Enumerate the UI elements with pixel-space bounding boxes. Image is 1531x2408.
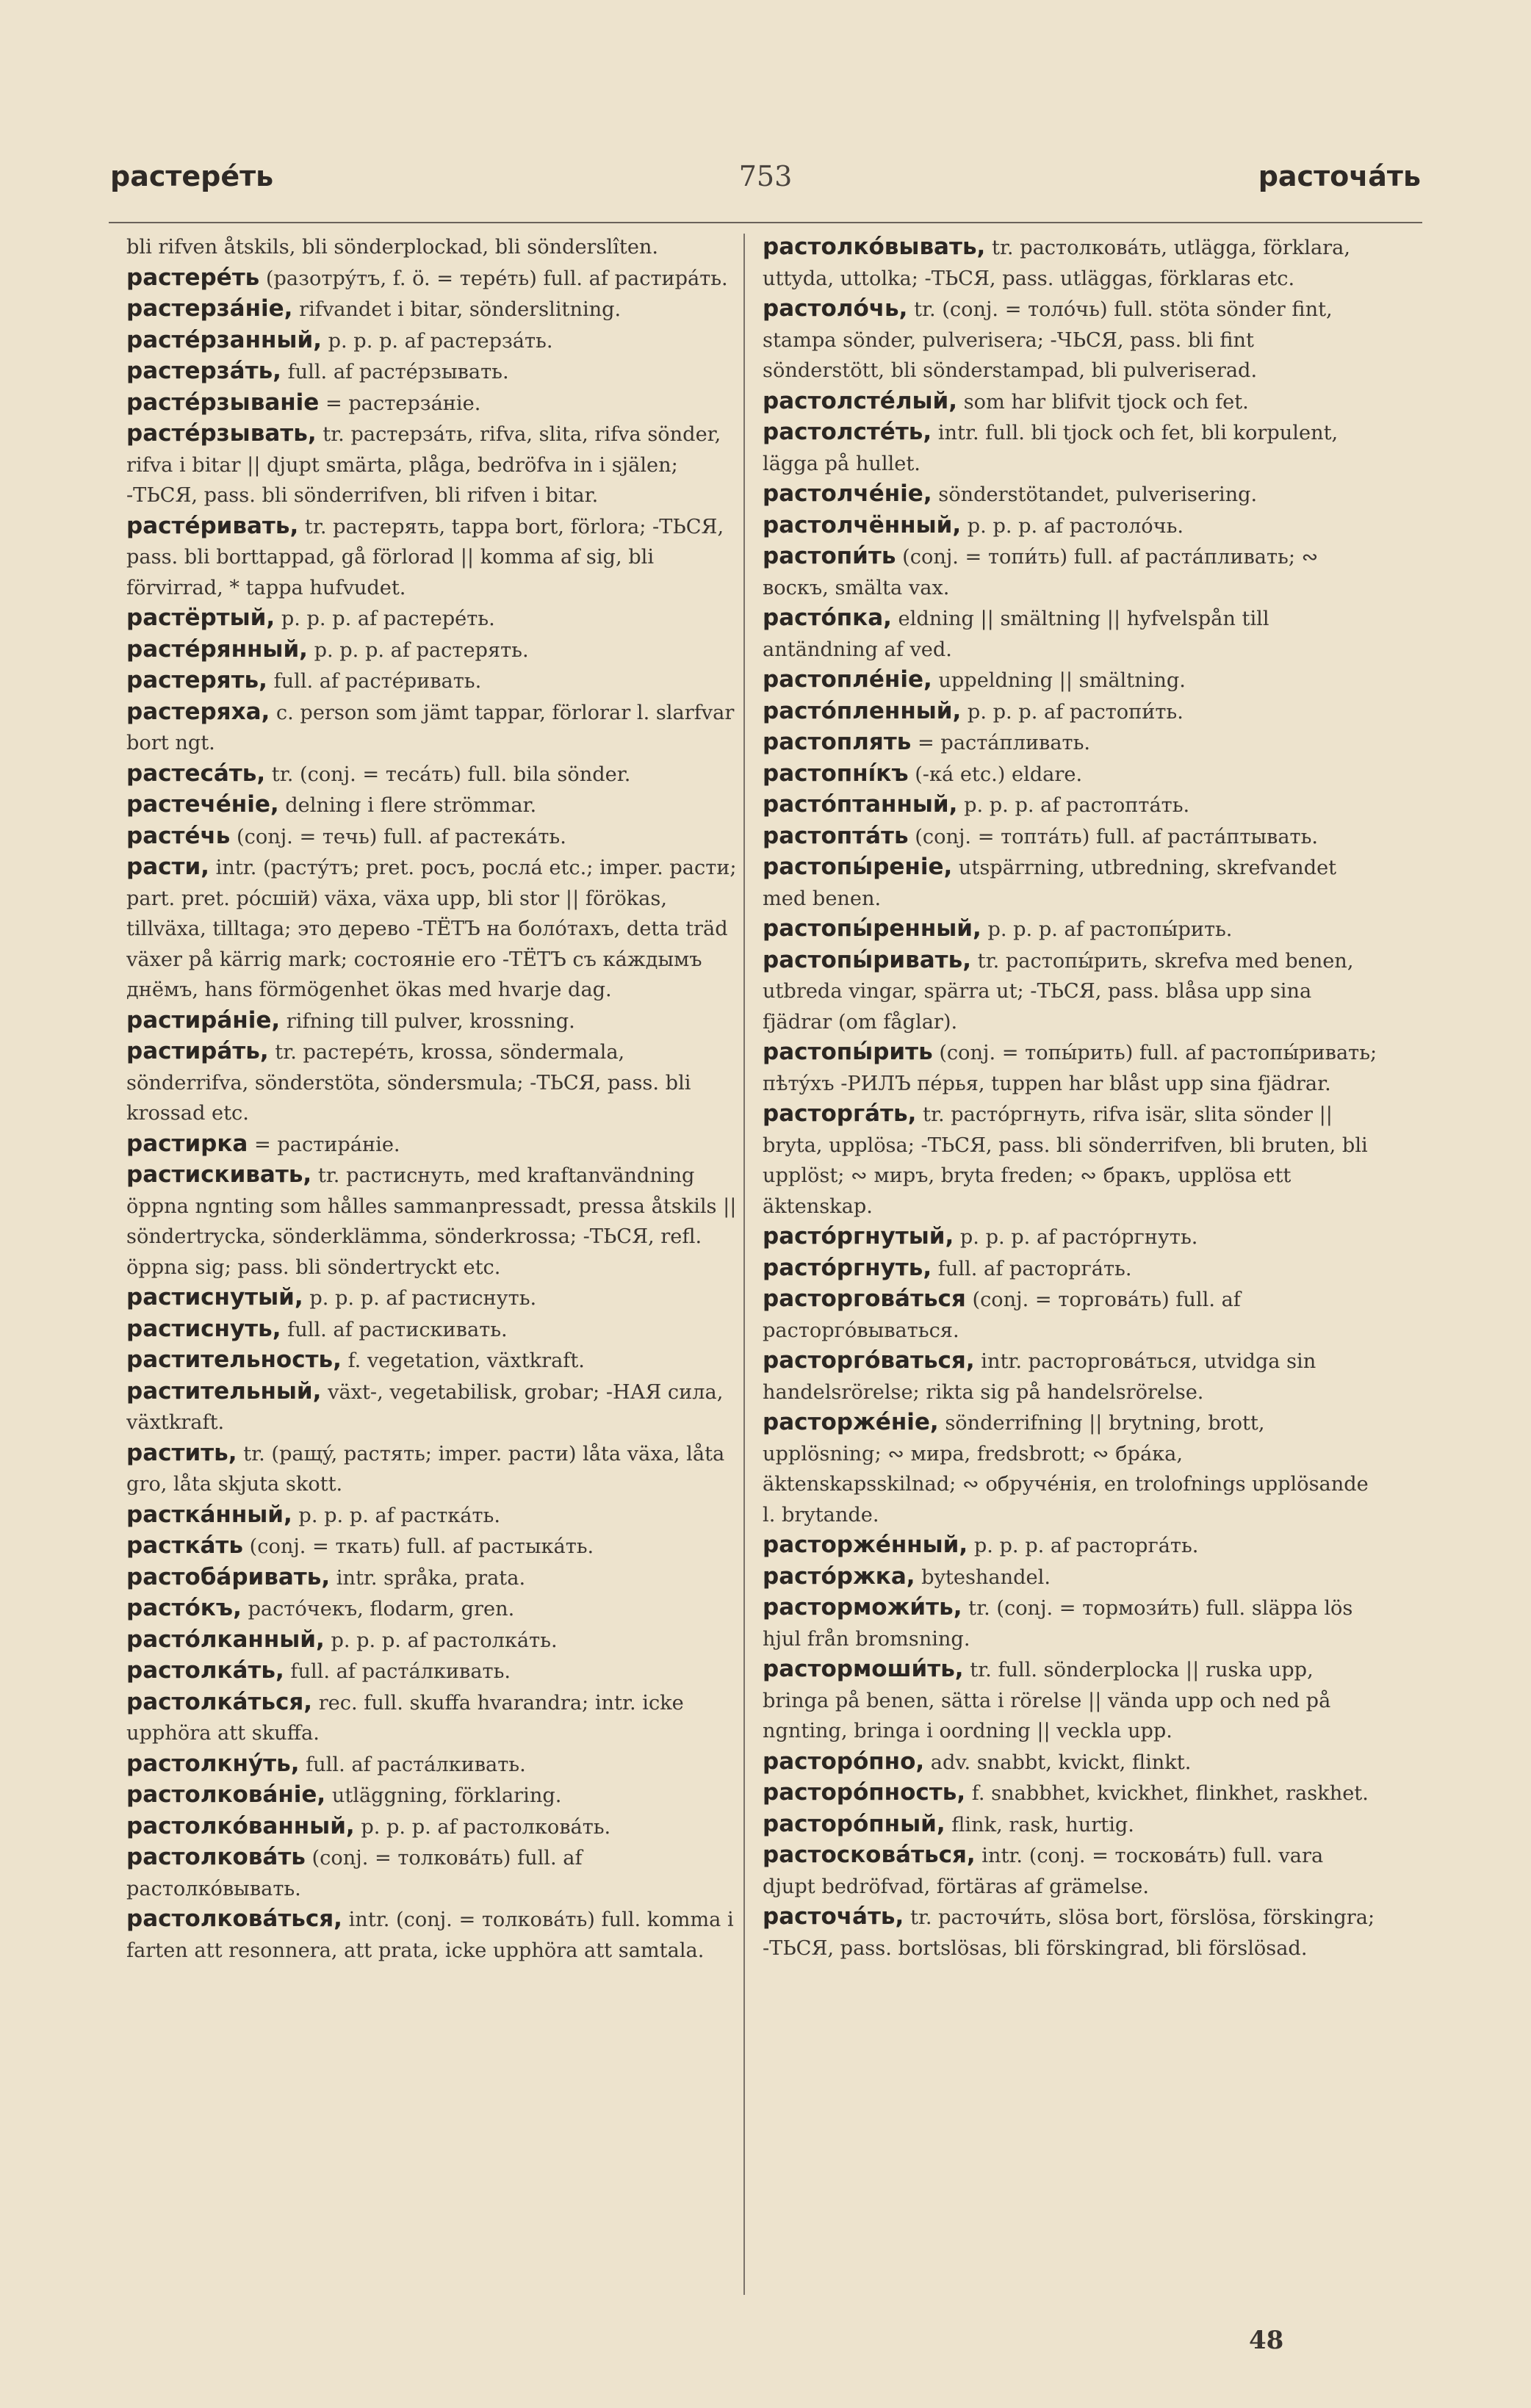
entry-definition: byteshandel. [915, 1565, 1051, 1589]
entry-headword: расторговáться [763, 1286, 966, 1312]
entry-definition: p. p. p. af расткáть. [292, 1504, 500, 1527]
entry-definition: bli rifven åtskils, bli sönderplockad, bli sönderslîten. [126, 236, 659, 259]
entry-definition: (conj. = топтáть) full. af растáптывать. [908, 825, 1319, 848]
dictionary-entry [126, 821, 742, 853]
dictionary-entry [763, 852, 1378, 914]
dictionary-entry [763, 1747, 1378, 1778]
entry-definition: full. af растáлкивать. [284, 1660, 511, 1683]
header-guide-word-right: расточáть [1258, 160, 1421, 192]
entry-headword: расторможи́ть, [763, 1594, 962, 1621]
dictionary-entry [763, 790, 1378, 821]
entry-definition: intr. расторговáться, utvidga sin handelsrörelse; rikta sig på handelsrörelse. [763, 1350, 1316, 1404]
entry-definition: delning i flere strömmar. [278, 794, 537, 817]
entry-definition: (conj. = ткать) full. af растыкáть. [242, 1535, 594, 1558]
entry-definition: = растáпливать. [911, 732, 1091, 754]
entry-definition: rec. full. skuffa hvarandra; intr. icke upphöra att skuffa. [126, 1691, 684, 1745]
dictionary-entry [126, 1562, 742, 1594]
entry-definition: c. person som jämt tappar, förlorar l. slarfvar bort ngt. [126, 701, 735, 754]
dictionary-entry [126, 263, 742, 295]
entry-headword: растолкóванный, [126, 1812, 355, 1839]
dictionary-entry [763, 1562, 1378, 1593]
entry-definition: sönderrifning || brytning, brott, upplösning; ∾ мира, fredsbrott; ∾ брáка, äktenskapsskilnad; ∾ обручéнiя, en trolofnings upplösande l. brytande. [763, 1412, 1369, 1526]
entry-headword: расторжéнный, [763, 1532, 968, 1558]
dictionary-entry [126, 759, 742, 790]
entry-headword: растоплять [763, 729, 912, 755]
dictionary-entry [126, 1687, 742, 1749]
entry-definition: tr. (conj. = толóчь) full. stöta sönder fint, stampa sönder, pulverisera; -ЧЬСЯ, pass. bli fint sönderstött, bli sönderstampad, bli pulveriserad. [763, 298, 1333, 382]
dictionary-entry [126, 1749, 742, 1781]
entry-definition: f. snabbhet, kvickhet, flinkhet, raskhet. [965, 1782, 1369, 1805]
entry-headword: растиснутый, [126, 1284, 303, 1311]
dictionary-entry [763, 1407, 1378, 1530]
entry-headword: растопи́ть [763, 543, 896, 569]
dictionary-entry [763, 1037, 1378, 1099]
entry-headword: растирáнie, [126, 1006, 281, 1034]
entry-definition: = растирáнie. [248, 1133, 400, 1156]
entry-headword: растиснуть, [126, 1315, 281, 1342]
entry-definition: utspärrning, utbredning, skrefvandet med benen. [763, 857, 1337, 910]
entry-definition: full. af растáлкивать. [299, 1753, 526, 1776]
entry-definition: tr. (conj. = тесáть) full. bila sönder. [265, 763, 631, 786]
dictionary-entry [763, 1346, 1378, 1407]
entry-definition: tr. (conj. = тормози́ть) full. släppa lös hjul från bromsning. [763, 1597, 1353, 1651]
entry-definition: (conj. = толковáть) full. af растолкóвывать. [126, 1847, 583, 1900]
dictionary-entry [763, 386, 1378, 418]
dictionary-entry [763, 541, 1378, 603]
entry-definition: p. p. p. af растерзáть. [321, 329, 553, 353]
entry-headword: расточáть, [763, 1903, 904, 1930]
entry-definition: p. p. p. af растолóчь. [961, 514, 1184, 538]
entry-definition: p. p. p. af растолковáть. [354, 1815, 611, 1839]
dictionary-entry [126, 1656, 742, 1687]
dictionary-entry [763, 1840, 1378, 1902]
entry-definition: tr. (ращý, растять; imper. расти) låta växa, låta gro, låta skjuta skott. [126, 1442, 725, 1496]
dictionary-entry [126, 852, 742, 1006]
entry-headword: растительный, [126, 1377, 322, 1405]
entry-headword: растительность, [126, 1347, 342, 1373]
entry-headword: растолстéлый, [763, 387, 958, 414]
entry-headword: растéрзыванie [126, 389, 320, 416]
dictionary-entry [126, 635, 742, 666]
entry-definition: p. p. p. af растопы́рить. [981, 918, 1233, 941]
entry-definition: tr. растóргнуть, rifva isär, slita sönder || bryta, upplösa; -ТЬСЯ, pass. bli sönderrifven, bli bruten, bli upplöst; ∾ миръ, bryta freden; ∾ бракъ, upplösa ett äktenskap. [763, 1103, 1368, 1218]
entry-headword: растерять, [126, 667, 267, 693]
entry-definition: tr. растерять, tappa bort, förlora; -ТЬСЯ, pass. bli borttappad, gå förlorad || komma af sig, bli förvirrad, * tappa hufvudet. [126, 515, 724, 599]
entry-definition: p. p. p. af растерять. [307, 638, 529, 662]
entry-headword: растéрзанный, [126, 326, 322, 353]
dictionary-entry [126, 1593, 742, 1625]
entry-definition: растóчекъ, flodarm, gren. [241, 1598, 515, 1621]
entry-headword: растóпка, [763, 605, 892, 631]
entry-headword: растéчь [126, 822, 231, 849]
entry-headword: растёртый, [126, 605, 275, 631]
entry-definition: f. vegetation, växtkraft. [341, 1349, 585, 1372]
dictionary-entry [763, 1284, 1378, 1346]
dictionary-entry [126, 1345, 742, 1377]
entry-headword: растобáривать, [126, 1563, 331, 1590]
dictionary-entry [126, 1904, 742, 1966]
entry-headword: растéрянный, [126, 635, 308, 663]
entry-definition: intr. språka, prata. [330, 1566, 526, 1590]
entry-definition: växt-, vegetabilisk, grobar; -НАЯ сила, växtkraft. [126, 1380, 724, 1434]
entry-headword: растолчённый, [763, 511, 962, 538]
dictionary-entry [126, 666, 742, 697]
dictionary-entry [126, 419, 742, 511]
entry-headword: растопы́ривать, [763, 946, 971, 973]
entry-headword: растолстéть, [763, 419, 932, 445]
entry-headword: растопы́рить [763, 1039, 933, 1065]
entry-headword: растолковáться, [126, 1906, 342, 1932]
header-rule [109, 222, 1422, 223]
dictionary-entry [126, 325, 742, 357]
dictionary-entry [763, 665, 1378, 696]
page-header [110, 160, 1421, 204]
dictionary-entry [126, 511, 742, 604]
dictionary-entry [763, 479, 1378, 511]
entry-definition: flink, rask, hurtig. [945, 1813, 1134, 1836]
entry-headword: растерзáнie, [126, 295, 293, 322]
entry-headword: растискивать, [126, 1161, 312, 1188]
column-divider [743, 234, 745, 2295]
entry-headword: расторгóваться, [763, 1347, 975, 1374]
dictionary-entry [763, 1222, 1378, 1253]
entry-headword: растесáть, [126, 760, 266, 787]
entry-definition: tr. растолковáть, utlägga, förklara, uttyda, uttolka; -ТЬСЯ, pass. utläggas, förklaras etc. [763, 237, 1351, 290]
entry-headword: растолóчь, [763, 295, 908, 322]
dictionary-entry [126, 1531, 742, 1562]
entry-headword: растолкнýть, [126, 1750, 300, 1777]
entry-headword: растóргнуть, [763, 1254, 932, 1281]
dictionary-entry [763, 1809, 1378, 1841]
page-number: 753 [738, 160, 793, 192]
entry-headword: растолкóвывать, [763, 234, 986, 260]
dictionary-entry [763, 1253, 1378, 1285]
entry-headword: растéривать, [126, 512, 299, 539]
dictionary-entry [763, 603, 1378, 665]
entry-headword: расткáнный, [126, 1501, 292, 1528]
entry-definition: intr. (растýтъ; pret. росъ, рослá etc.; imper. расти; part. pret. рóсшiй) växa, växa upp, bli stor || förökas, tillväxa, tilltaga; это дерево -ТЁТЪ на болóтахъ, detta träd växer på kärrig mark; состоянie его -ТЁТЪ съ кáждымъ днёмъ, hans förmögenhet ökas med hvarje dag. [126, 857, 737, 1001]
entry-headword: растить, [126, 1439, 237, 1466]
entry-headword: растóкъ, [126, 1595, 242, 1621]
entry-definition: tr. растерзáть, rifva, slita, rifva sönder, rifva i bitar || djupt smärta, plåga, bedröfva in i själen; -ТЬСЯ, pass. bli sönderrifven, bli rifven i bitar. [126, 423, 721, 507]
entry-definition: p. p. p. af растиснуть. [303, 1287, 537, 1310]
entry-definition: p. p. p. af растоптáть. [957, 794, 1190, 817]
entry-definition: tr. расточи́ть, slösa bort, förslösa, förskingra; -ТЬСЯ, pass. bortslösas, bli förskingrad, bli förslösad. [763, 1906, 1375, 1960]
entry-definition: rifvandet i bitar, sönderslitning. [292, 298, 622, 321]
dictionary-entry [126, 1129, 742, 1161]
entry-definition: rifning till pulver, krossning. [280, 1009, 575, 1033]
left-column [126, 232, 742, 2311]
dictionary-entry [126, 356, 742, 388]
entry-headword: растóлканный, [126, 1626, 325, 1653]
dictionary-entry [763, 821, 1378, 853]
entry-definition: tr. растерéть, krossa, söndermala, sönderrifva, sönderstöta, söndersmula; -ТЬСЯ, pass. bli krossad etc. [126, 1041, 691, 1125]
right-column [763, 232, 1378, 2311]
entry-definition: intr. full. bli tjock och fet, bli korpulent, lägga på hullet. [763, 422, 1339, 475]
dictionary-entry [763, 294, 1378, 386]
entry-headword: растосковáться, [763, 1842, 976, 1868]
entry-definition: (conj. = топы́рить) full. af растопы́ривать; пѣтýхъ -РИЛЪ пéрья, tuppen har blåst upp sina fjädrar. [763, 1042, 1377, 1095]
entry-headword: растопы́ренный, [763, 915, 981, 942]
header-guide-word-left: растерéть [110, 160, 274, 192]
entry-headword: растопнíкъ [763, 760, 909, 787]
entry-definition: p. p. p. af расторгáть. [968, 1535, 1199, 1557]
entry-definition: som har blifvit tjock och fet. [957, 390, 1249, 414]
dictionary-entry [126, 1842, 742, 1904]
dictionary-entry [126, 1283, 742, 1314]
dictionary-entry [126, 790, 742, 821]
dictionary-entry [763, 1654, 1378, 1747]
dictionary-entry [763, 1902, 1378, 1964]
entry-definition: p. p. p. af растерéть. [275, 608, 495, 630]
dictionary-entry [126, 1438, 742, 1500]
entry-headword: растоплéнie, [763, 666, 932, 693]
dictionary-entry [763, 1530, 1378, 1562]
entry-headword: расторóпно, [763, 1748, 925, 1775]
entry-definition: uppeldning || smältning. [932, 669, 1186, 692]
entry-headword: расти, [126, 854, 209, 880]
entry-definition: sönderstötandet, pulverisering. [932, 483, 1258, 506]
entry-headword: растéрзывать, [126, 420, 317, 447]
entry-headword: растирáть, [126, 1038, 269, 1064]
entry-headword: растолкáться, [126, 1688, 313, 1715]
entry-definition: full. af растéривать. [267, 670, 482, 693]
dictionary-entry [126, 1037, 742, 1129]
dictionary-entry [126, 1812, 742, 1843]
dictionary-entry [126, 697, 742, 759]
entry-headword: расторóпный, [763, 1810, 945, 1837]
dictionary-entry [763, 727, 1378, 759]
dictionary-entry [126, 1377, 742, 1438]
dictionary-entry [763, 417, 1378, 479]
entry-definition: full. af растéрзывать. [281, 361, 509, 383]
dictionary-entry [763, 945, 1378, 1038]
entry-headword: расткáть [126, 1532, 243, 1559]
dictionary-entry [763, 232, 1378, 294]
entry-definition: intr. (conj. = толковáть) full. komma i farten att resonnera, att prata, icke upphöra att samtala. [126, 1908, 734, 1962]
entry-headword: растóптанный, [763, 791, 958, 818]
dictionary-entry [126, 294, 742, 325]
entry-definition: tr. растиснуть, med kraftanvändning öppna ngnting som hålles sammanpressadt, pressa åtskils || söndertrycka, sönderklämma, sönderkrossa; -ТЬСЯ, refl. öppna sig; pass. bli söndertryckt etc. [126, 1164, 737, 1279]
dictionary-entry [126, 1160, 742, 1283]
entry-definition: p. p. p. af растолкáть. [324, 1629, 558, 1652]
entry-definition: (-кá etc.) eldare. [908, 763, 1083, 786]
entry-headword: растеряха, [126, 698, 270, 725]
entry-definition: adv. snabbt, kvickt, flinkt. [924, 1751, 1192, 1774]
dictionary-entry [126, 1314, 742, 1346]
dictionary-entry [126, 388, 742, 419]
entry-headword: растолчéнie, [763, 480, 932, 507]
dictionary-entry [126, 232, 742, 263]
entry-headword: растолковáнie, [126, 1781, 326, 1808]
dictionary-entry [763, 1099, 1378, 1222]
dictionary-entry [763, 1593, 1378, 1654]
dictionary-entry [763, 511, 1378, 542]
entry-headword: растóргнутый, [763, 1223, 954, 1250]
entry-definition: (conj. = топи́ть) full. af растáпливать; ∾ воскъ, smälta vax. [763, 546, 1319, 599]
entry-headword: растечéнie, [126, 791, 279, 818]
entry-headword: растормоши́ть, [763, 1656, 964, 1682]
entry-definition: full. af растискивать. [281, 1318, 508, 1341]
signature-mark: 48 [1249, 2326, 1284, 2355]
entry-headword: растоптáть [763, 822, 909, 849]
entry-definition: tr. full. sönderplocka || ruska upp, bringa på benen, sätta i rörelse || vända upp och ned på ngnting, bringa i oordning || veckla upp. [763, 1659, 1331, 1742]
dictionary-entry [126, 603, 742, 635]
dictionary-entry [126, 1780, 742, 1812]
dictionary-entry [126, 1500, 742, 1532]
entry-headword: растопы́ренie, [763, 854, 953, 880]
dictionary-entry [763, 759, 1378, 790]
dictionary-entry [763, 1778, 1378, 1809]
entry-definition: (conj. = течь) full. af растекáть. [230, 825, 566, 848]
entry-headword: растирка [126, 1130, 248, 1157]
entry-headword: растерéть [126, 264, 260, 291]
entry-definition: intr. (conj. = тосковáть) full. vara djupt bedröfvad, förtäras af grämelse. [763, 1845, 1324, 1898]
entry-headword: расторгáть, [763, 1100, 917, 1127]
entry-definition: p. p. p. af растопи́ть. [961, 700, 1184, 724]
entry-definition: eldning || smältning || hyfvelspån till antändning af ved. [763, 608, 1269, 661]
dictionary-entry [126, 1006, 742, 1037]
dictionary-entry [763, 914, 1378, 945]
entry-headword: расторжéнie, [763, 1409, 939, 1435]
entry-headword: растолкáть, [126, 1657, 284, 1684]
entry-definition: tr. растопы́рить, skrefva med benen, utbreda vingar, spärra ut; -ТЬСЯ, pass. blåsa upp sina fjädrar (om fåglar). [763, 949, 1354, 1034]
entry-definition: utläggning, förklaring. [325, 1784, 562, 1807]
entry-headword: растóржка, [763, 1562, 915, 1590]
dictionary-entry [763, 696, 1378, 728]
entry-headword: растóпленный, [763, 697, 962, 724]
entry-definition: (conj. = торговáть) full. af расторгóвываться. [763, 1288, 1241, 1342]
entry-definition: = растерзáнie. [319, 392, 481, 415]
dictionary-entry [126, 1625, 742, 1657]
entry-definition: (разотрýтъ, f. ö. = терéть) full. af растирáть. [259, 267, 728, 290]
entry-headword: растолковáть [126, 1844, 306, 1870]
entry-headword: растерзáть, [126, 358, 281, 384]
entry-definition: p. p. p. af растóргнуть. [954, 1226, 1198, 1249]
entry-definition: full. af расторгáть. [932, 1257, 1132, 1280]
entry-headword: расторóпность, [763, 1779, 966, 1806]
